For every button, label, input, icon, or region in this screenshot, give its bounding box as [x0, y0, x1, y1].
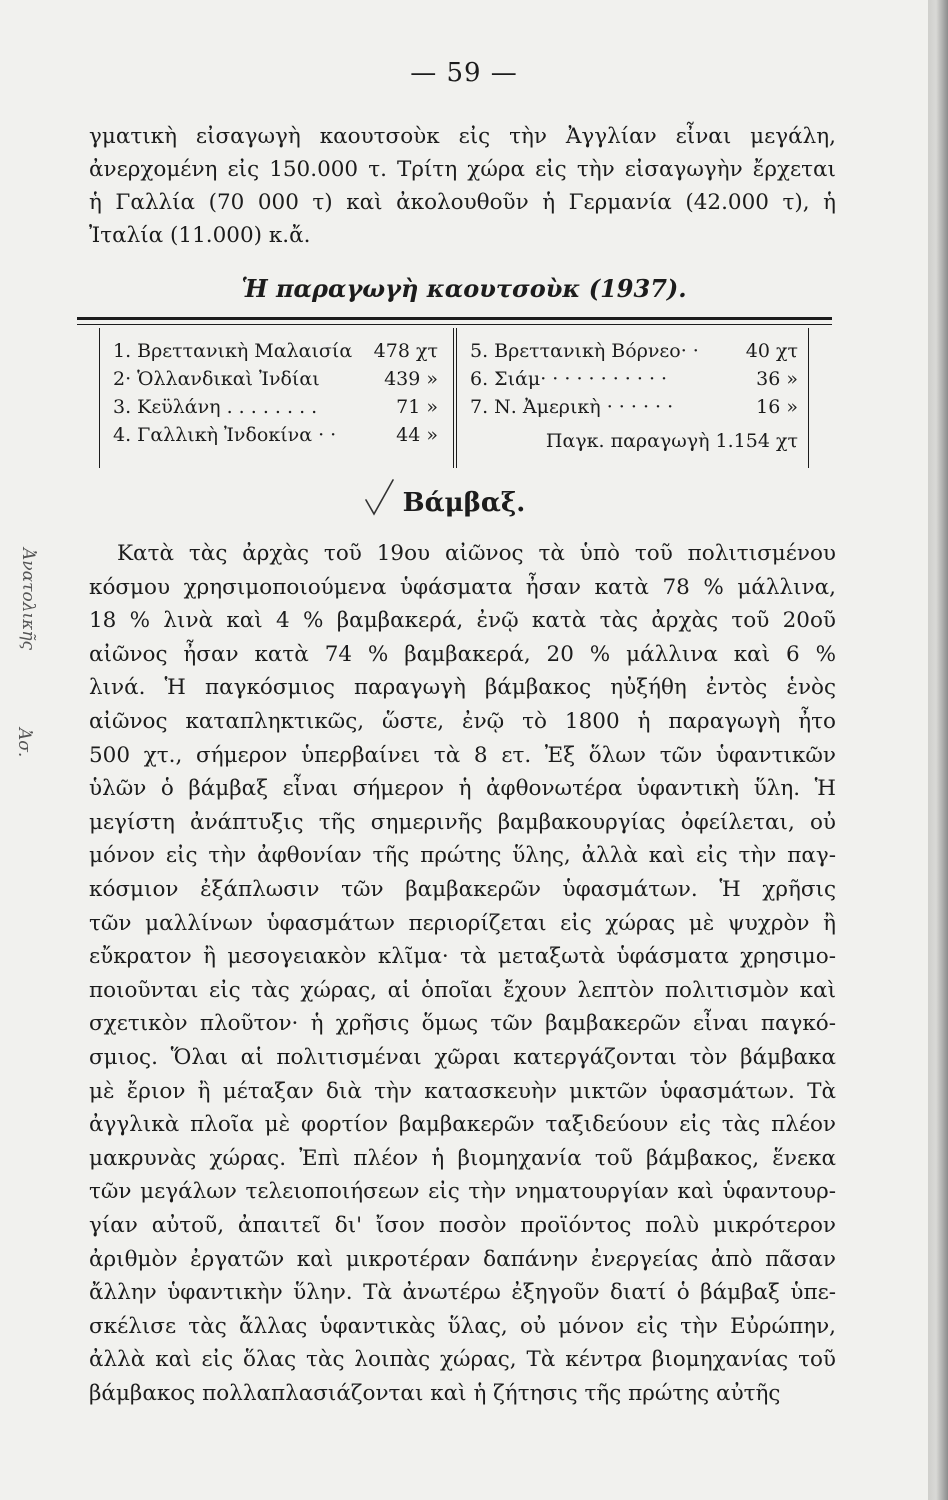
- cotton-line: 18 % λινὰ καὶ 4 % βαμβακερά, ἐνῷ κατὰ τὰς ἀρχὰς τοῦ 20οῦ: [89, 608, 836, 634]
- margin-note: Ἀνατολικῆς: [18, 548, 38, 651]
- cotton-line: ἄλλην ὑφαντικὴν ὕλην. Τὰ ἀνωτέρω ἐξηγοῦν διατί ὁ βάμβαξ ὑπε-: [89, 1280, 836, 1306]
- cotton-line: σμιος. Ὅλαι αἱ πολιτισμέναι χῶραι κατεργάζονται τὸν βάμβακα: [89, 1045, 836, 1070]
- section-title-cotton: Βάμβαξ.: [402, 488, 526, 518]
- cotton-line: 500 χτ., σήμερον ὑπερβαίνει τὰ 8 ετ. Ἐξ ὅλων τῶν ὑφαντικῶν: [89, 742, 836, 768]
- cotton-line: ποιοῦνται εἰς τὰς χώρας, αἱ ὁποῖαι ἔχουν λεπτὸν πολιτισμὸν καὶ: [89, 977, 836, 1003]
- table-row-value: 44 »: [396, 424, 438, 446]
- table-row-label: 3. Κεϋλάνη . . . . . . . .: [113, 396, 318, 418]
- table-row-value: 36 »: [756, 368, 798, 390]
- cotton-line: μόνον εἰς τὴν ἀφθονίαν τῆς πρώτης ὕλης, ἀλλὰ καὶ εἰς τὴν παγ-: [89, 843, 836, 869]
- cotton-line: γίαν αὐτοῦ, ἀπαιτεῖ δι' ἴσον ποσὸν προϊόντος πολὺ μικρότερον: [89, 1213, 836, 1238]
- table-row-value: 439 »: [384, 368, 438, 390]
- table-column-divider: [456, 328, 457, 468]
- cotton-line: μὲ ἔριον ἢ μέταξαν διὰ τὴν κατασκευὴν μικτῶν ὑφασμάτων. Τὰ: [89, 1078, 836, 1104]
- table-row-label: 2· Ὁλλανδικαὶ Ἰνδίαι: [113, 368, 320, 390]
- cotton-line: Κατὰ τὰς ἀρχὰς τοῦ 19ου αἰῶνος τὰ ὑπὸ τοῦ πολιτισμένου: [117, 541, 836, 566]
- table-row-label: 4. Γαλλικὴ Ἰνδοκίνα · ·: [113, 424, 337, 446]
- cotton-line: τῶν μεγάλων τελειοποιήσεων εἰς τὴν νηματουργίαν καὶ ὑφαντουρ-: [89, 1179, 836, 1205]
- cotton-line: λινά. Ἡ παγκόσμιος παραγωγὴ βάμβακος ηὐξήθη ἐντὸς ἑνὸς: [89, 675, 836, 701]
- intro-line: Ἰταλία (11.000) κ.ἄ.: [89, 223, 311, 248]
- table-top-thin-rule: [77, 324, 832, 325]
- cotton-line: σχετικὸν πλοῦτον· ἡ χρῆσις ὅμως τῶν βαμβακερῶν εἶναι παγκό-: [89, 1011, 836, 1037]
- table-row-value: 478 χτ: [373, 340, 438, 362]
- table-row-label: 7. Ν. Ἀμερικὴ · · · · · ·: [470, 396, 674, 418]
- page-edge: [928, 0, 948, 1500]
- cotton-line: ἀριθμὸν ἐργατῶν καὶ μικροτέραν δαπάνην ἐνεργείας ἀπὸ πᾶσαν: [89, 1246, 836, 1272]
- cotton-line: αἰῶνος καταπληκτικῶς, ὥστε, ἐνῷ τὸ 1800 ἡ παραγωγὴ ἦτο: [89, 709, 836, 734]
- table-right-border: [808, 328, 809, 468]
- intro-line: γματικὴ εἰσαγωγὴ καουτσοὺκ εἰς τὴν Ἀγγλίαν εἶναι μεγάλη,: [89, 124, 836, 149]
- page-number: — 59 —: [410, 58, 518, 88]
- cotton-line: ἀγγλικὰ πλοῖα μὲ φορτίον βαμβακερῶν ταξιδεύουν εἰς τὰς πλέον: [89, 1112, 836, 1138]
- cotton-line: ὑλῶν ὁ βάμβαξ εἶναι σήμερον ἡ ἀφθονωτέρα ὑφαντικὴ ὕλη. Ἡ: [89, 776, 836, 802]
- cotton-line: τῶν μαλλίνων ὑφασμάτων περιορίζεται εἰς χώρας μὲ ψυχρὸν ἢ: [89, 910, 836, 936]
- cotton-line: βάμβακος πολλαπλασιάζονται καὶ ἡ ζήτησις τῆς πρώτης αὐτῆς: [89, 1381, 781, 1406]
- cotton-line: μεγίστη ἀνάπτυξις τῆς σημερινῆς βαμβακουργίας ὀφείλεται, οὐ: [89, 809, 836, 835]
- table-row-value: 40 χτ: [745, 340, 798, 362]
- cotton-line: κόσμιον ἐξάπλωσιν τῶν βαμβακερῶν ὑφασμάτων. Ἡ χρῆσις: [89, 877, 836, 902]
- table-row-value: 71 »: [396, 396, 438, 418]
- cotton-line: εὔκρατον ἢ μεσογειακὸν κλῖμα· τὰ μεταξωτὰ ὑφάσματα χρησιμο-: [89, 944, 836, 970]
- rubber-table-title: Ἡ παραγωγὴ καουτσοὺκ (1937).: [241, 274, 687, 303]
- intro-line: ἡ Γαλλία (70 000 τ) καὶ ἀκολουθοῦν ἡ Γερμανία (42.000 τ), ἡ: [89, 190, 836, 215]
- table-left-border: [99, 328, 100, 468]
- margin-note: Ἀσ.: [14, 728, 34, 758]
- table-row-label: 1. Βρεττανικὴ Μαλαισία: [113, 340, 353, 362]
- cotton-line: σκέλισε τὰς ἄλλας ὑφαντικὰς ὕλας, οὐ μόνον εἰς τὴν Εὐρώπην,: [89, 1313, 836, 1339]
- cotton-line: κόσμου χρησιμοποιούμενα ὑφάσματα ἦσαν κατὰ 78 % μάλλινα,: [89, 574, 836, 600]
- cotton-line: ἀλλὰ καὶ εἰς ὅλας τὰς λοιπὰς χώρας, Τὰ κέντρα βιομηχανίας τοῦ: [89, 1347, 836, 1373]
- table-row-label: 5. Βρεττανικὴ Βόρνεο· ·: [470, 340, 699, 362]
- cotton-line: αἰῶνος ἦσαν κατὰ 74 % βαμβακερά, 20 % μάλλινα καὶ 6 %: [89, 641, 836, 667]
- intro-line: ἀνερχομένη εἰς 150.000 τ. Τρίτη χώρα εἰς τὴν εἰσαγωγὴν ἔρχεται: [89, 157, 836, 182]
- cotton-line: μακρυνὰς χώρας. Ἐπὶ πλέον ἡ βιομηχανία τοῦ βάμβακος, ἕνεκα: [89, 1145, 836, 1171]
- table-top-rule: [77, 317, 832, 320]
- table-total: Παγκ. παραγωγὴ 1.154 χτ: [545, 430, 798, 452]
- table-row-label: 6. Σιάμ· · · · · · · · · · ·: [470, 368, 668, 390]
- table-row-value: 16 »: [756, 396, 798, 418]
- table-column-divider: [453, 328, 454, 468]
